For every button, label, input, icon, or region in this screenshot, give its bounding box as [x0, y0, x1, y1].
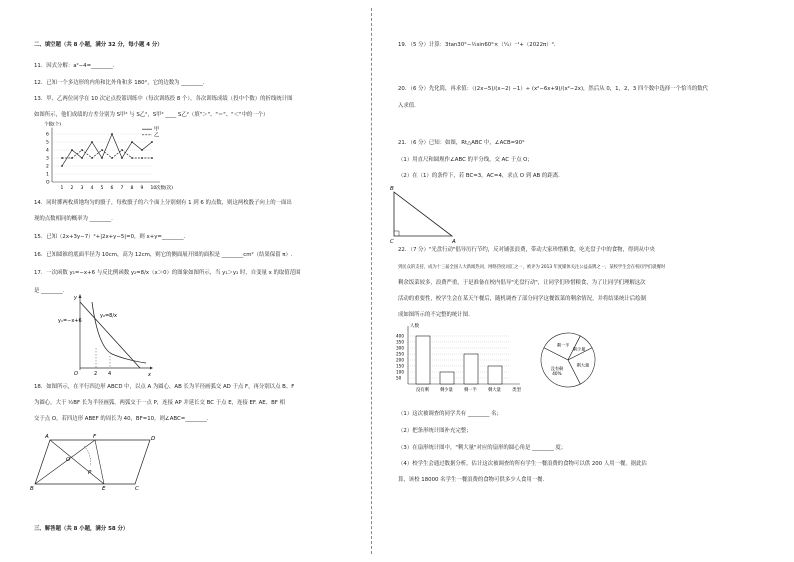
question-14-line1: 14．同时掷两枚质地均匀的骰子，每枚骰子的六个面上分别刻有 1 到 6 的点数，则这两枚骰子向上的一面出 — [34, 200, 292, 206]
point-O: O — [66, 457, 71, 463]
x-tick-label: 9 — [140, 186, 144, 191]
y-tick-label: 5 — [46, 140, 49, 146]
q13-line-chart — [40, 120, 174, 192]
series-line-yi — [62, 150, 152, 158]
label-y1: y₁=−x+6 — [58, 318, 82, 324]
x-tick-label: 2 — [70, 186, 74, 191]
q18-parallelogram-figure — [30, 432, 160, 492]
question-22-sub1: （1）这次被调查的同学共有 ________ 名； — [398, 411, 502, 417]
y-tick-label: O — [46, 180, 50, 186]
bar-3 — [488, 366, 502, 384]
data-point — [121, 149, 123, 151]
pie-slice-label: 没有剩 — [550, 366, 564, 372]
y-tick-label: 4 — [46, 148, 49, 154]
bar-y-tick-label: 200 — [396, 357, 404, 363]
data-point — [131, 141, 133, 143]
question-22-sub2: （2）把条形统计图补充完整； — [398, 428, 472, 434]
x-tick-label: 6 — [110, 186, 114, 191]
bar-y-tick-label: 150 — [396, 363, 404, 369]
data-point — [61, 157, 63, 159]
legend-label-jia: 甲 — [154, 126, 160, 133]
point-C: C — [390, 239, 394, 245]
section2-header: 二、填空题（共 8 小题，满分 32 分，每小题 4 分） — [34, 42, 163, 48]
section3-header: 三、解答题（共 8 小题，满分 58 分） — [34, 526, 129, 532]
x-tick-label: 4 — [90, 186, 94, 191]
question-17-line1: 17．一次函数 y₁=−x+6 与反比例函数 y₂=8/x（x＞0）的图象如图所示，当 y₁＞y₂ 时，自变量 x 的取值范围 — [34, 270, 301, 276]
x-tick-label: 7 — [120, 186, 124, 191]
bar-y-tick-label: 300 — [396, 345, 404, 351]
x-tick-label: 3 — [80, 186, 84, 191]
question-22-line4: 活动的重要性，校学生会在某天午餐后，随机调查了部分同学这餐饭菜的剩余情况，并将结果统计后绘制 — [398, 296, 646, 302]
question-16: 16．已知圆锥的底面半径为 10cm，高为 12cm，则它的侧面展开图的面积是 ________cm²（结果保留 π）. — [34, 252, 293, 258]
question-22-line1: 22．（7 分）"光盘行动"倡导厉行节约，反对铺张浪费，带动大家珍惜粮食，吃光盘子中的食物，得到从中央 — [398, 247, 655, 253]
y-axis-label: 个数(个) — [44, 122, 62, 128]
tick-4: 4 — [108, 371, 112, 377]
legend-label-yi: 乙 — [154, 132, 160, 139]
question-22-sub4-line2: 算，该校 18000 名学生一餐浪费的食物可供多少人食用一餐. — [398, 477, 545, 483]
q22-bar-chart — [392, 322, 532, 397]
question-11: 11．因式分解：a²−4=________. — [34, 63, 115, 69]
axis-x-label: x — [148, 372, 151, 378]
q22-pie-chart — [538, 330, 598, 390]
question-18-line3: 交于点 O，若四边形 ABEF 的周长为 40，BF=10，则∠ABC=________. — [34, 416, 209, 422]
bar-y-tick-label: 50 — [396, 375, 402, 381]
question-22-line2: 到民众的支持，成为十三届全国人大新闻热词、网络热度词汇之一，被评为 2013 年度媒体关注公益品牌之一，某校学生会在校同学们就餐时 — [398, 265, 666, 270]
origin-label: O — [74, 371, 78, 377]
pie-slice-label: 剩少量 — [572, 346, 586, 352]
x-axis-label: 次数(次) — [156, 186, 174, 191]
x-tick-label: 5 — [100, 186, 104, 191]
x-tick-label: 10 — [150, 186, 157, 191]
point-P: P — [88, 470, 92, 476]
bar-y-tick-label: 400 — [396, 333, 404, 339]
bar-y-tick-label: 350 — [396, 339, 404, 345]
y-tick-label: 3 — [46, 156, 49, 162]
question-21-line2: （1）用直尺和圆规作∠ABC 的平分线，交 AC 于点 O； — [398, 157, 533, 163]
right-column — [390, 0, 794, 562]
data-point — [81, 157, 83, 159]
question-22-sub3: （3）在扇形统计图中，"剩大量"对应的扇形的圆心角是 ________ 度； — [398, 445, 567, 451]
point-A: A — [45, 434, 49, 440]
pie-slice-label: 剩一半 — [556, 342, 570, 348]
data-point — [111, 133, 113, 135]
data-point — [151, 141, 153, 143]
question-21-line1: 21．（6 分）已知：如图，Rt△ABC 中，∠ACB=90° — [398, 140, 525, 146]
question-21-line3: （2）在（1）的条件下，若 BC=3，AC=4，求点 O 到 AB 的距离. — [398, 173, 560, 179]
data-point — [81, 149, 83, 151]
q21-right-triangle — [390, 186, 464, 246]
bar-category-label: 剩少量 — [440, 388, 453, 393]
question-18-line2: 为圆心，大于 ½BF 长为半径画弧，两弧交于一点 P，连接 AP 并延长交 BC 于点 E，连接 EF. AE、BF 相 — [34, 400, 285, 406]
point-E: E — [102, 486, 106, 492]
data-point — [61, 165, 63, 167]
question-20-line2: 入求值. — [398, 103, 416, 109]
question-17-line2: 是 ________. — [34, 288, 65, 294]
question-19: 19．（5 分）计算：3tan30°−½sin60°×（¼）⁻¹+（2022π）⁰. — [398, 42, 556, 48]
question-14-line2: 现的点数相同的概率为 ________. — [34, 216, 113, 222]
q17-function-graph — [58, 292, 154, 378]
data-point — [71, 157, 73, 159]
data-point — [131, 157, 133, 159]
question-18-line1: 18．如图所示，在平行四边形 ABCD 中，以点 A 为圆心，AB 长为半径画弧交 AD 于点 F，再分别以点 B、F — [34, 384, 295, 390]
bar-1 — [440, 372, 454, 384]
data-point — [91, 157, 93, 159]
y-tick-label: 2 — [46, 164, 49, 170]
data-point — [111, 157, 113, 159]
bar-x-axis-label: 类型 — [512, 388, 521, 393]
data-point — [101, 157, 103, 159]
bar-category-label: 没有剩 — [416, 388, 429, 393]
point-D: D — [151, 436, 156, 442]
bar-y-tick-label: 250 — [396, 351, 404, 357]
question-22-line3: 剩余饭菜较多，浪费严重，于是准备在校内倡导"光盘行动"，让同学们珍惜粮食，为了让同学们理解这次 — [398, 280, 646, 286]
question-13-line2: 如图所示，他们成绩的方差分别为 S甲² 与 S乙²，S甲² ____ S乙²（填"＞"、"＝"、"＜"中的一个） — [34, 112, 269, 118]
label-y2: y₂=8/x — [100, 313, 117, 319]
question-15: 15．已知（2x+3y−7）²+|2x+y−5|=0，则 x+y=________. — [34, 234, 186, 240]
bar-2 — [464, 354, 478, 384]
point-F: F — [93, 434, 97, 440]
point-B: B — [30, 486, 34, 492]
axis-y-label: y — [74, 295, 77, 301]
pie-slice-label: 剩大量 — [576, 362, 590, 368]
question-22-line5: 成如图所示的不完整的统计图. — [398, 312, 470, 318]
bar-category-label: 剩大量 — [488, 388, 501, 393]
point-B: B — [390, 186, 394, 192]
data-point — [141, 149, 143, 151]
question-22-sub4-line1: （4）校学生会通过数据分析，估计这次被调查的所有学生一餐浪费的食物可以供 200 人用一餐。据此估 — [398, 461, 647, 467]
question-20-line1: 20．（6 分）先化简，再求值：（(2x−5)/(x−2) −1）÷ (x²−6x+9)/(x²−2x)，然后从 0，1，2，3 四个数中选择一个恰当的数代 — [398, 86, 709, 92]
x-tick-label: 1 — [60, 186, 64, 191]
bar-category-label: 剩一半 — [464, 388, 477, 393]
bar-y-axis-label: 人数 — [410, 324, 419, 329]
bar-0 — [416, 336, 430, 384]
x-tick-label: 8 — [130, 186, 134, 191]
question-13-line1: 13．甲、乙两位同学在 10 次定点投篮训练中（每次训练投 8 个），各次训练成绩（投中个数）的折线统计图 — [34, 96, 293, 102]
line-y1 — [80, 302, 140, 368]
data-point — [91, 141, 93, 143]
bar-y-tick-label: 100 — [396, 369, 404, 375]
data-point — [71, 149, 73, 151]
data-point — [101, 149, 103, 151]
y-tick-label: 6 — [46, 132, 49, 138]
y-tick-label: 1 — [46, 172, 49, 178]
question-12: 12．已知一个多边形的内角和比外角和多 180°，它的边数为 ________. — [34, 80, 205, 86]
data-point — [151, 157, 153, 159]
data-point — [121, 157, 123, 159]
curve-y2 — [92, 302, 146, 363]
left-column — [0, 0, 396, 562]
column-divider — [371, 8, 372, 554]
point-A: A — [452, 239, 456, 245]
point-C: C — [135, 486, 139, 492]
pie-slice-label: 40% — [552, 371, 562, 377]
tick-2: 2 — [94, 371, 98, 377]
data-point — [141, 157, 143, 159]
